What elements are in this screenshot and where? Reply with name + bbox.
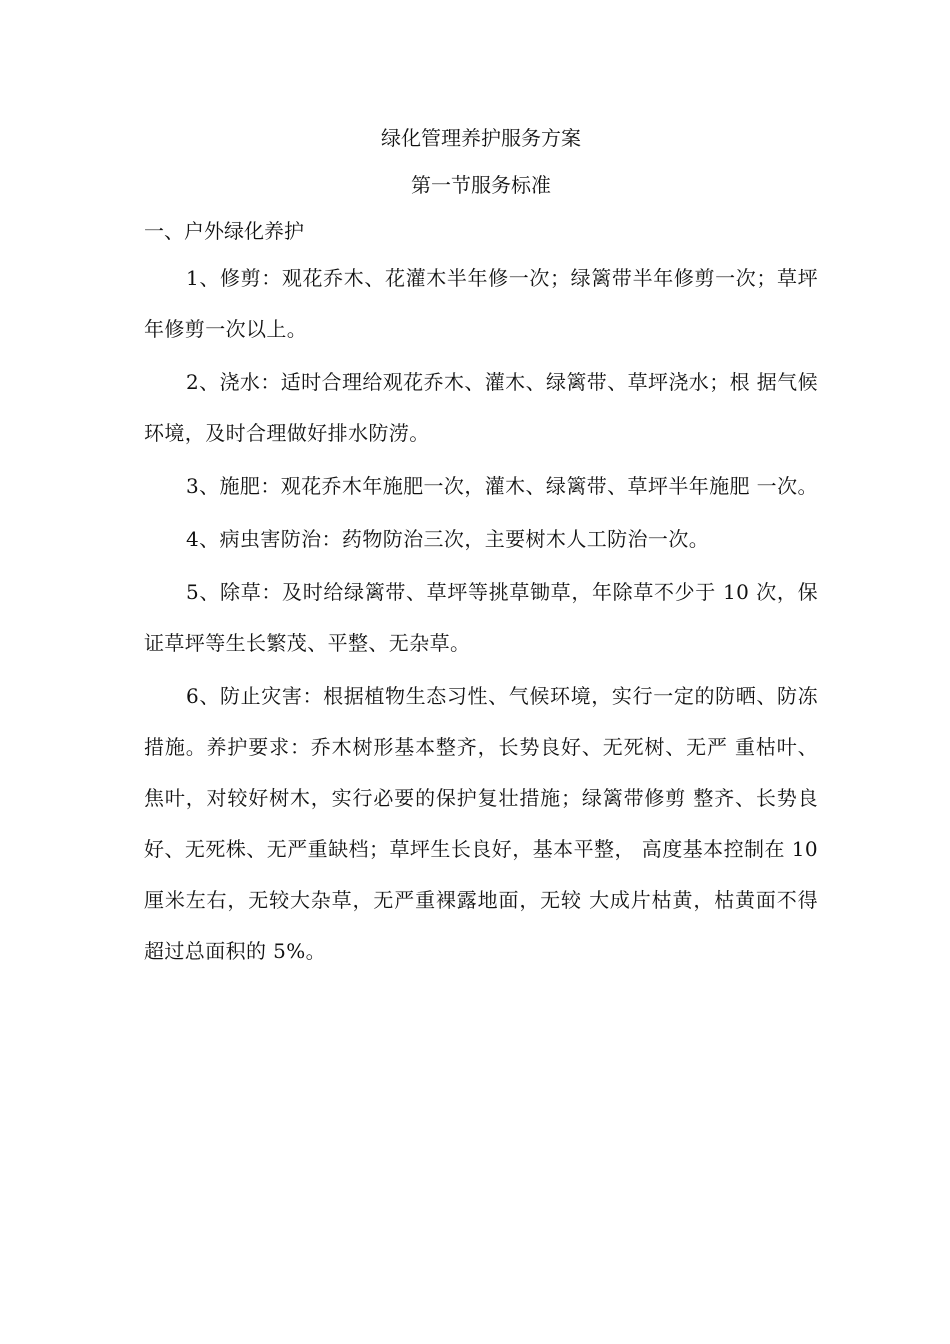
paragraph-weeding: 5、除草：及时给绿篱带、草坪等挑草锄草，年除草不少于 10 次，保证草坪等生长繁茂、平整、无杂草。 [144,580,818,655]
paragraph-pest-control: 4、病虫害防治：药物防治三次，主要树木人工防治一次。 [186,527,710,551]
paragraph-disaster-prevention: 6、防止灾害：根据植物生态习性、气候环境，实行一定的防晒、防冻措施。养护要求：乔木树形基本整齐，长势良好、无死树、无严 重枯叶、焦叶，对较好树木，实行必要的保护复壮措施；绿篱带修剪 整齐、长势良好、无死株、无严重缺档；草坪生长良好，基本平整， 高度基本控制在 10 厘米左右，无较大杂草，无严重裸露地面，无较 大成片枯黄，枯黄面不得超过总面积的 5%。 [144,684,818,963]
section-title: 第一节服务标准 [411,173,551,197]
document-title: 绿化管理养护服务方案 [381,126,581,150]
paragraph-fertilizing: 3、施肥：观花乔木年施肥一次，灌木、绿篱带、草坪半年施肥 一次。 [186,474,818,498]
paragraph-watering: 2、浇水：适时合理给观花乔木、灌木、绿篱带、草坪浇水；根 据气候环境，及时合理做好排水防涝。 [144,370,818,445]
document-page [144,118,818,977]
section-heading: 一、户外绿化养护 [144,219,304,243]
paragraph-pruning: 1、修剪：观花乔木、花灌木半年修一次；绿篱带半年修剪一次；草坪年修剪一次以上。 [144,266,818,341]
